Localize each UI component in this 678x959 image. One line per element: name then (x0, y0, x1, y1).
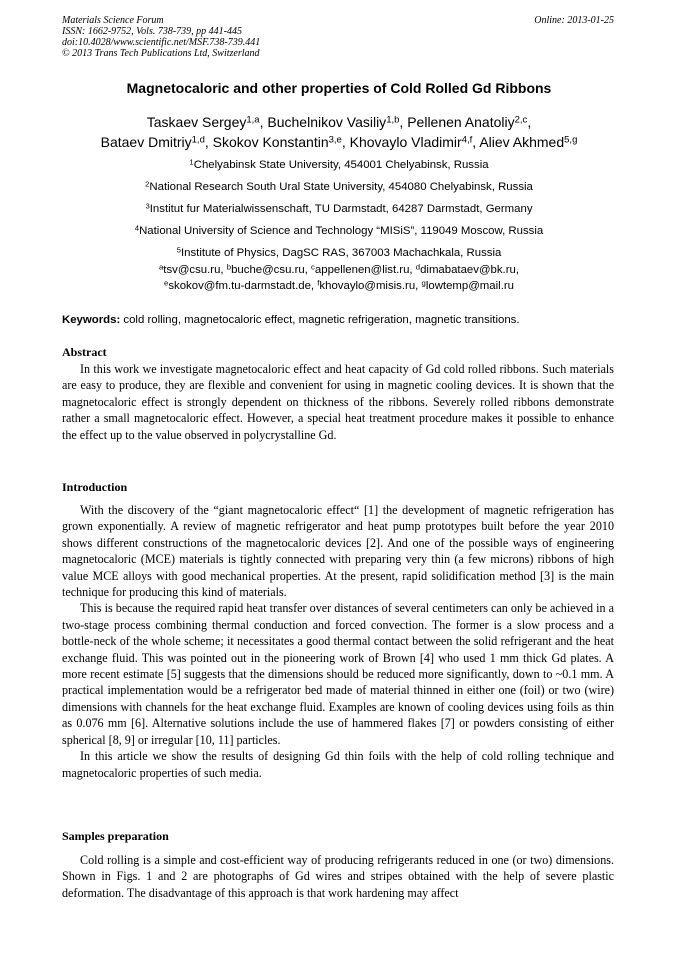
introduction-paragraph: With the discovery of the “giant magnetocaloric effect“ [1] the development of magnetic refrigeration has grown exponentially. A review of magnetic refrigerator and heat pump prototypes built before the year 2010 shows different constructions of the magnetocaloric devices [2]. And one of the possible ways of engineering magnetocaloric (MCE) materials is tightly connected with preparing very thin (a few microns) ribbons of high value MCE alloys with good mechanical properties. At the present, rapid solidification method [3] is the main technique for producing this kind of materials. (62, 503, 614, 600)
email-line-2 (40, 278, 638, 294)
affiliation-number: 4 (134, 223, 140, 233)
affiliation-number: 3 (145, 201, 150, 211)
author-affil-mark: 4,f (461, 134, 473, 146)
author-name: Bataev Dmitriy (100, 134, 192, 150)
email-mark: g (421, 278, 426, 288)
introduction-body (62, 502, 614, 781)
affiliation-list (40, 154, 638, 264)
email-link[interactable]: lowtemp@mail.ru (425, 280, 514, 292)
affiliation-text: National University of Science and Technology “MISiS”, 119049 Moscow, Russia (139, 225, 544, 237)
affiliation-number: 1 (189, 157, 194, 167)
email-link[interactable]: khovaylo@misis.ru, (319, 280, 419, 292)
keywords-text: cold rolling, magnetocaloric effect, magnetic refrigeration, magnetic transitions. (123, 314, 520, 326)
author-name: Buchelnikov Vasiliy (267, 114, 387, 130)
affiliation-line (40, 198, 638, 220)
affiliation-text: Institute of Physics, DagSC RAS, 367003 Machachkala, Russia (180, 247, 502, 259)
email-mark: e (164, 278, 169, 288)
introduction-paragraph: In this article we show the results of designing Gd thin foils with the help of cold rolling technique and magnetocaloric properties of such media. (62, 749, 614, 780)
introduction-heading: Introduction (62, 480, 128, 494)
doi-line: doi:10.4028/www.scientific.net/MSF.738-739.441 (62, 37, 261, 48)
email-list (40, 262, 638, 294)
abstract-heading: Abstract (62, 345, 107, 359)
copyright-line: © 2013 Trans Tech Publications Ltd, Switzerland (62, 48, 260, 59)
issn-line: ISSN: 1662-9752, Vols. 738-739, pp 441-445 (62, 26, 242, 37)
journal-name: Materials Science Forum (62, 15, 164, 26)
author-list (40, 112, 638, 152)
author-name: Taskaev Sergey (146, 114, 247, 130)
email-link[interactable]: skokov@fm.tu-darmstadt.de, (168, 280, 315, 292)
affiliation-number: 2 (145, 179, 150, 189)
affiliation-text: Institut fur Materialwissenschaft, TU Darmstadt, 64287 Darmstadt, Germany (149, 203, 533, 215)
author-name: Khovaylo Vladimir (349, 134, 462, 150)
abstract-paragraph: In this work we investigate magnetocaloric effect and heat capacity of Gd cold rolled ribbons. Such materials are easy to produce, they are flexible and convenient for using in magnetic cooling devices. It is shown that the magnetocaloric effect is strongly dependent on thickness of the ribbons. Severely rolled ribbons demonstrate rather a small magnetocaloric effect. However, a special heat treatment procedure makes it possible to enhance the effect up to the value observed in polycrystalline Gd. (62, 362, 614, 442)
author-name: Aliev Akhmed (479, 134, 565, 150)
email-mark: a (158, 262, 164, 272)
email-link[interactable]: dimabataev@bk.ru, (420, 264, 520, 276)
email-mark: c (311, 262, 315, 272)
author-name: Skokov Konstantin (212, 134, 329, 150)
affiliation-number: 5 (176, 245, 181, 255)
author-affil-mark: 5,g (564, 134, 578, 146)
author-affil-mark: 2,c (514, 114, 528, 126)
author-affil-mark: 1,a (246, 114, 260, 126)
online-date: Online: 2013-01-25 (534, 15, 614, 26)
affiliation-line (40, 154, 638, 176)
author-line-1: Taskaev Sergey$^{1,a}$, Buchelnikov Vasiliy$^{1,b}$, Pellenen Anatoliy$^{2,c}$, (146, 114, 532, 130)
journal-header (62, 15, 614, 59)
samples-paragraph: Cold rolling is a simple and cost-efficient way of producing refrigerants reduced in one (or two) dimensions. Shown in Figs. 1 and 2 are photographs of Gd wires and stripes obtained with the help of severe plastic deformation. The disadvantage of this approach is that work hardening may affect (62, 853, 614, 900)
author-line-2: Bataev Dmitriy$^{1,d}$, Skokov Konstantin$^{3,e}$, Khovaylo Vladimir$^{4,f}$, Aliev Akhmed$^{5,g}$ (100, 134, 578, 150)
keywords-line (62, 314, 622, 326)
paper-title: Magnetocaloric and other properties of Cold Rolled Gd Ribbons (126, 80, 552, 96)
author-affil-mark: 1,b (386, 114, 400, 126)
introduction-paragraph: This is because the required rapid heat transfer over distances of several centimeters can only be achieved in a two-stage process combining thermal conduction and forced convection. The former is a slow process and a bottle-neck of the whole scheme; it necessitates a good thermal contact between the solid refrigerant and the heat exchange fluid. This was pointed out in the pioneering work of Brown [4] who used 1 mm thick Gd plates. A more recent estimate [5] suggests that the dimensions should be reduced more significantly, down to ~0.1 mm. A practical implementation would be a refrigerator bed made of material thinned in either one (foil) or two (wire) dimensions with channels for the heat exchange fluid. Examples are known of cooling devices using foils as thin as 0.076 mm [6]. Alternative solutions include the use of hammered flakes [7] or powders consisting of either spherical [8, 9] or irregular [10, 11] particles. (62, 601, 614, 747)
affiliation-line (40, 220, 638, 242)
abstract-body (62, 361, 614, 443)
samples-body (62, 852, 614, 901)
author-affil-mark: 1,d (191, 134, 205, 146)
keywords-label: Keywords: (62, 314, 121, 326)
email-mark: b (226, 262, 232, 272)
samples-heading: Samples preparation (62, 829, 169, 843)
email-line-1 (40, 262, 638, 278)
email-link[interactable]: tsv@csu.ru, (163, 264, 224, 276)
affiliation-line (40, 176, 638, 198)
author-name: Pellenen Anatoliy (407, 114, 515, 130)
affiliation-line (40, 242, 638, 264)
affiliation-text: National Research South Ural State University, 454080 Chelyabinsk, Russia (149, 181, 533, 193)
email-mark: f (317, 278, 320, 288)
author-affil-mark: 3,e (328, 134, 342, 146)
email-link[interactable]: appellenen@list.ru, (314, 264, 413, 276)
email-mark: d (415, 262, 421, 272)
affiliation-text: Chelyabinsk State University, 454001 Chelyabinsk, Russia (193, 159, 489, 171)
email-link[interactable]: buche@csu.ru, (231, 264, 308, 276)
